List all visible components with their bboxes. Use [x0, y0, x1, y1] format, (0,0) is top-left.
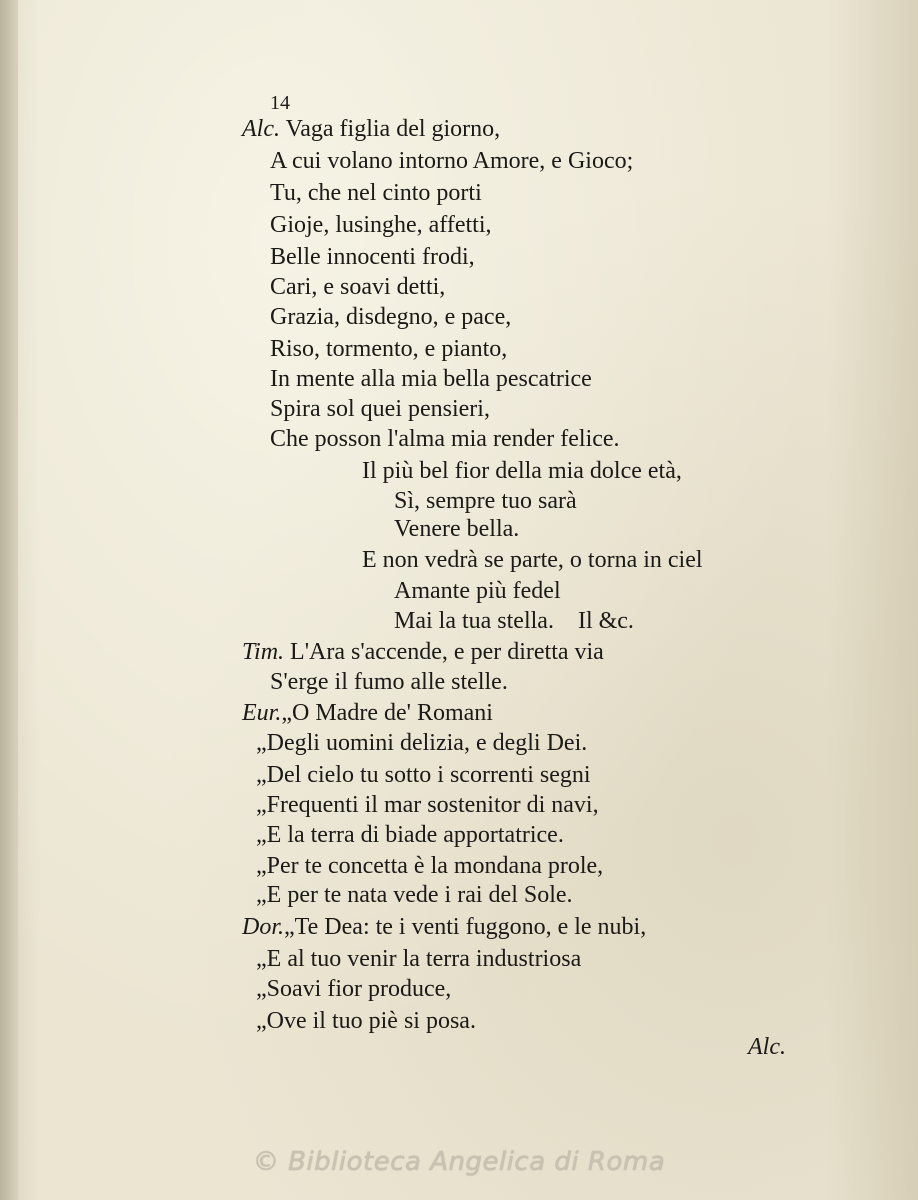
verse-line: „Soavi fior produce,	[256, 976, 452, 1002]
verse-text: L'Ara s'accende, e per diretta via	[290, 639, 604, 665]
verse-line: Cari, e soavi detti,	[270, 274, 446, 300]
verse-line: Riso, tormento, e pianto,	[270, 336, 508, 362]
verse-line	[242, 698, 493, 728]
speaker-name: Eur.	[242, 700, 282, 726]
verse-line	[242, 637, 604, 667]
verse-line: S'erge il fumo alle stelle.	[270, 669, 508, 695]
verse-line: Che posson l'alma mia render felice.	[270, 426, 620, 452]
verse-line: In mente alla mia bella pescatrice	[270, 366, 592, 392]
verse-line: Gioje, lusinghe, affetti,	[270, 212, 492, 238]
verse-line: Tu, che nel cinto porti	[270, 180, 482, 206]
verse-line: „E la terra di biade apportatrice.	[256, 822, 564, 848]
verse-line	[242, 114, 500, 144]
verse-line: „Del cielo tu sotto i scorrenti segni	[256, 762, 591, 788]
verse-line: „Ove il tuo piè si posa.	[256, 1008, 476, 1034]
verse-line: „Degli uomini delizia, e degli Dei.	[256, 730, 588, 756]
aria-line: E non vedrà se parte, o torna in ciel	[362, 547, 703, 573]
verse-line: „Frequenti il mar sostenitor di navi,	[256, 792, 599, 818]
aria-line: Venere bella.	[394, 516, 520, 542]
verse-line	[242, 912, 646, 942]
page-gutter	[0, 0, 18, 1200]
verse-line: Grazia, disdegno, e pace,	[270, 304, 512, 330]
speaker-name: Alc.	[242, 116, 280, 142]
verse-text: Vaga figlia del giorno,	[285, 116, 501, 142]
aria-line: Amante più fedel	[394, 578, 561, 604]
verse-text: „O Madre de' Romani	[281, 700, 493, 726]
verse-line: Belle innocenti frodi,	[270, 244, 475, 270]
aria-line: Il più bel fior della mia dolce età,	[362, 458, 682, 484]
catchword: Alc.	[748, 1034, 786, 1060]
copyright-watermark: © Biblioteca Angelica di Roma	[252, 1147, 666, 1177]
aria-line: Sì, sempre tuo sarà	[394, 488, 577, 514]
aria-line: Mai la tua stella. Il &c.	[394, 608, 634, 634]
verse-line: „E per te nata vede i rai del Sole.	[256, 882, 573, 908]
verse-text: „Te Dea: te i venti fuggono, e le nubi,	[284, 914, 647, 940]
speaker-name: Dor.	[242, 914, 285, 940]
speaker-name: Tim.	[242, 639, 285, 665]
verse-line: A cui volano intorno Amore, e Gioco;	[270, 148, 634, 174]
page-number: 14	[270, 92, 290, 114]
verse-line: Spira sol quei pensieri,	[270, 396, 490, 422]
verse-line: „E al tuo venir la terra industriosa	[256, 946, 582, 972]
verse-line: „Per te concetta è la mondana prole,	[256, 853, 604, 879]
